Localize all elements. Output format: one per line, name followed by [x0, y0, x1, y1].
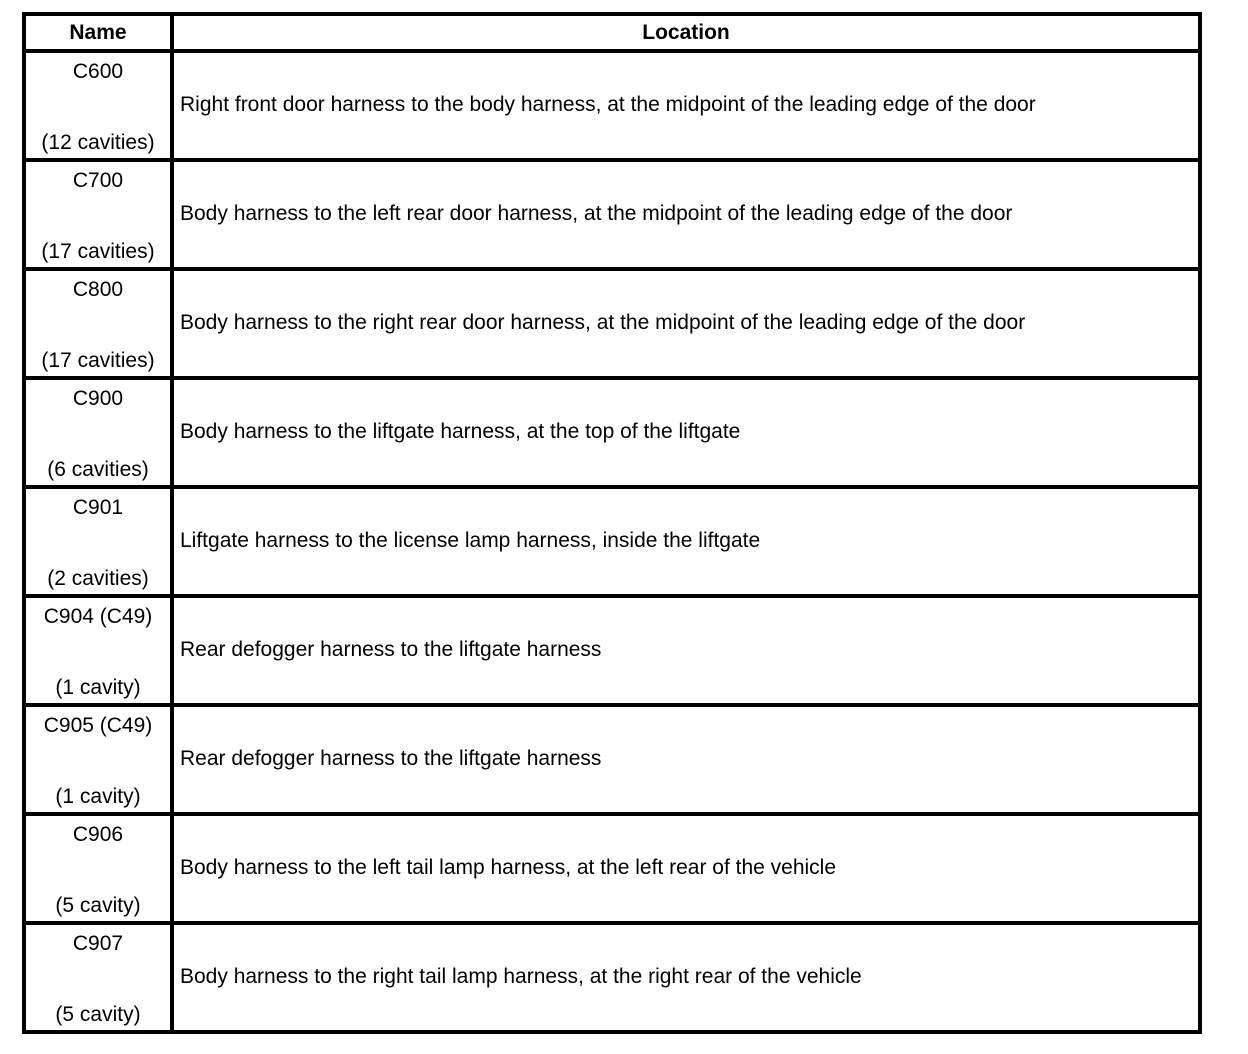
table-row [24, 814, 1200, 923]
connector-location-text: Body harness to the right rear door harness, at the midpoint of the leading edge of the door [180, 311, 1026, 335]
table-row [24, 160, 1200, 269]
connector-location-cell [172, 51, 1200, 160]
connector-location-cell [172, 378, 1200, 487]
connector-cavities: (2 cavities) [47, 567, 149, 590]
connector-cavities: (1 cavity) [55, 676, 141, 699]
connector-id: C800 [72, 278, 124, 301]
connector-location-cell [172, 814, 1200, 923]
connector-id: C901 [72, 496, 124, 519]
connector-location-text: Liftgate harness to the license lamp harness, inside the liftgate [180, 529, 761, 553]
connector-name-cell [24, 814, 172, 923]
connector-cavities: (17 cavities) [41, 349, 155, 372]
table-row [24, 51, 1200, 160]
connector-location-table [22, 12, 1202, 1034]
connector-location-cell [172, 269, 1200, 378]
table-row [24, 705, 1200, 814]
connector-id: C900 [72, 387, 124, 410]
connector-cavities: (6 cavities) [47, 458, 149, 481]
column-header-location: Location [172, 14, 1200, 51]
table-row [24, 269, 1200, 378]
connector-id: C904 (C49) [43, 605, 153, 628]
connector-name-cell [24, 596, 172, 705]
connector-cavities: (17 cavities) [41, 240, 155, 263]
connector-location-cell [172, 705, 1200, 814]
connector-location-text: Body harness to the left rear door harness, at the midpoint of the leading edge of the door [180, 202, 1013, 226]
connector-cavities: (5 cavity) [55, 1003, 141, 1026]
connector-location-text: Body harness to the left tail lamp harness, at the left rear of the vehicle [180, 856, 837, 880]
connector-id: C905 (C49) [43, 714, 153, 737]
table-row [24, 596, 1200, 705]
connector-cavities: (12 cavities) [41, 131, 155, 154]
connector-name-cell [24, 160, 172, 269]
connector-id: C906 [72, 823, 124, 846]
connector-name-cell [24, 705, 172, 814]
table-header-row [24, 14, 1200, 51]
table-row [24, 487, 1200, 596]
connector-name-cell [24, 378, 172, 487]
connector-cavities: (5 cavity) [55, 894, 141, 917]
table-row [24, 923, 1200, 1032]
connector-location-text: Rear defogger harness to the liftgate harness [180, 638, 602, 662]
connector-location-text: Right front door harness to the body harness, at the midpoint of the leading edge of the door [180, 93, 1036, 117]
connector-location-cell [172, 487, 1200, 596]
connector-location-cell [172, 160, 1200, 269]
connector-name-cell [24, 923, 172, 1032]
connector-id: C600 [72, 60, 124, 83]
connector-name-cell [24, 269, 172, 378]
connector-location-cell [172, 596, 1200, 705]
connector-name-cell [24, 51, 172, 160]
connector-id: C700 [72, 169, 124, 192]
connector-id: C907 [72, 932, 124, 955]
connector-location-cell [172, 923, 1200, 1032]
connector-cavities: (1 cavity) [55, 785, 141, 808]
connector-location-text: Body harness to the right tail lamp harness, at the right rear of the vehicle [180, 965, 862, 989]
connector-name-cell [24, 487, 172, 596]
table-row [24, 378, 1200, 487]
column-header-name: Name [24, 14, 172, 51]
connector-location-text: Body harness to the liftgate harness, at the top of the liftgate [180, 420, 741, 444]
connector-location-text: Rear defogger harness to the liftgate harness [180, 747, 602, 771]
